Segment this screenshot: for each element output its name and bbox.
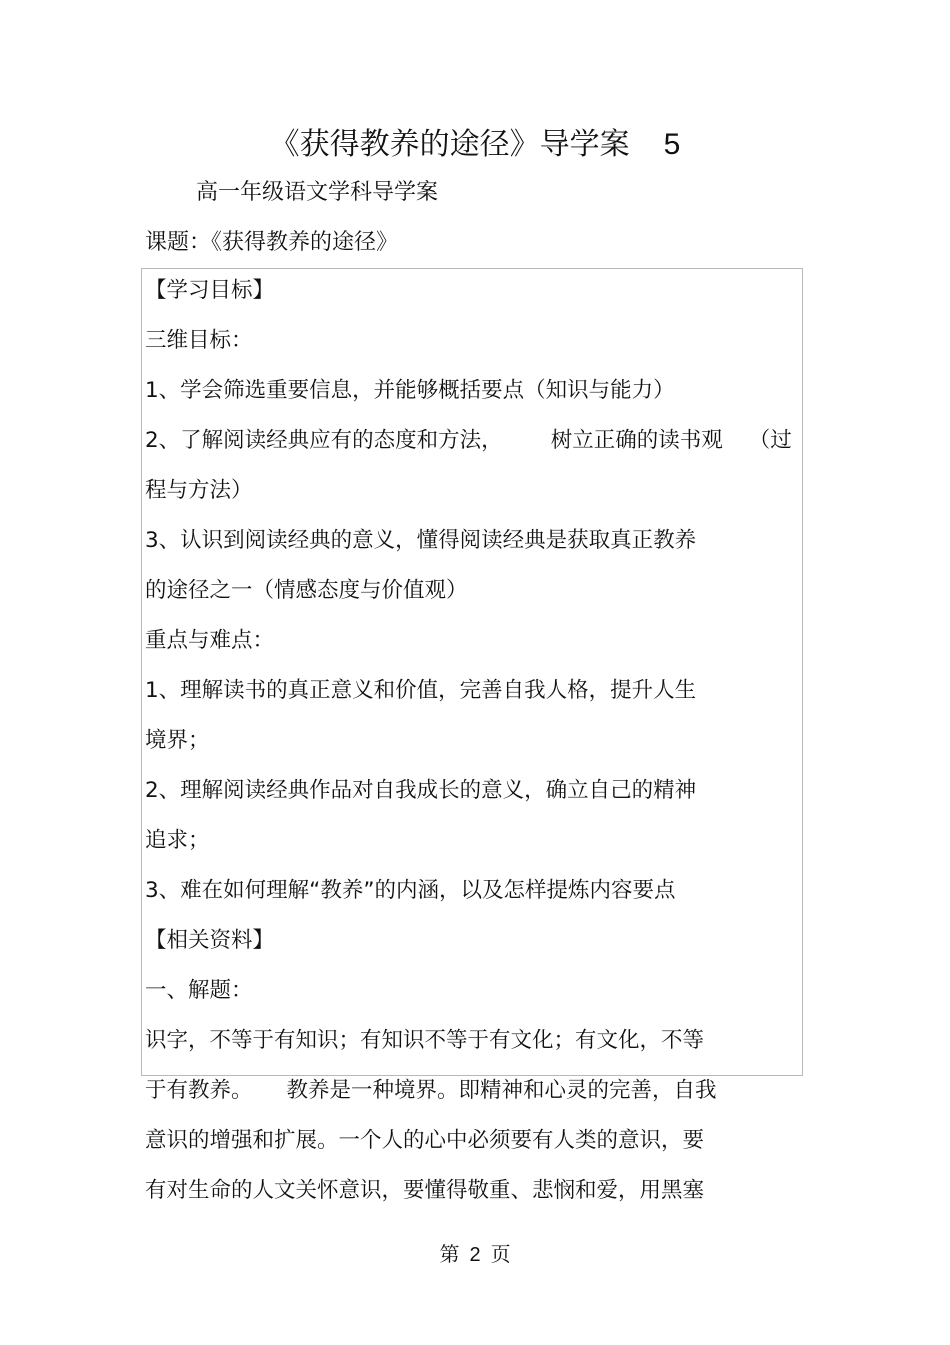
goal-3-continued: 的途径之一（情感态度与价值观） [145, 578, 468, 603]
key-points-heading: 重点与难点： [145, 628, 275, 653]
key-point-1-continued: 境界； [145, 728, 210, 753]
three-dim-heading: 三维目标： [145, 328, 253, 353]
page-footer [0, 1232, 950, 1277]
jieti-heading: 一、解题： [145, 978, 253, 1003]
goal-3: 3、认识到阅读经典的意义，懂得阅读经典是获取真正教养 [145, 528, 697, 553]
goal-1: 1、学会筛选重要信息，并能够概括要点（知识与能力） [145, 378, 675, 403]
key-point-2-continued: 追求； [145, 828, 210, 853]
key-point-1: 1、理解读书的真正意义和价值，完善自我人格，提升人生 [145, 678, 697, 703]
paragraph-line-3: 意识的增强和扩展。一个人的心中必须要有人类的意识，要 [145, 1128, 705, 1153]
topic-line: 课题：《获得教养的途径》 [145, 230, 399, 255]
goal-2-part-a: 2、了解阅读经典应有的态度和方法， [145, 428, 503, 453]
goal-2-continued: 程与方法） [145, 478, 253, 503]
title-text: 《获得教养的途径》导学案 [269, 127, 630, 162]
subtitle: 高一年级语文学科导学案 [196, 180, 439, 205]
footer-suffix: 页 [490, 1242, 511, 1266]
key-point-3: 3、难在如何理解“教养”的内涵，以及怎样提炼内容要点 [145, 878, 676, 903]
paragraph-line-2-part-b: 教养是一种境界。即精神和心灵的完善，自我 [286, 1078, 717, 1103]
goal-2-part-b: 树立正确的读书观 [550, 428, 723, 453]
title-number: 5 [663, 128, 681, 161]
paragraph-line-2 [145, 1068, 717, 1114]
paragraph-line-4: 有对生命的人文关怀意识，要懂得敬重、悲悯和爱，用黑塞 [145, 1178, 705, 1203]
key-point-2: 2、理解阅读经典作品对自我成长的意义，确立自己的精神 [145, 778, 697, 803]
page-number: 2 [469, 1244, 481, 1266]
footer-prefix: 第 [439, 1242, 460, 1266]
document-title [0, 120, 950, 170]
paragraph-line-1: 识字，不等于有知识；有知识不等于有文化；有文化，不等 [145, 1028, 705, 1053]
goal-2 [145, 418, 792, 464]
section-materials-heading: 【相关资料】 [145, 928, 275, 953]
goal-2-part-c: （过 [748, 428, 792, 453]
paragraph-line-2-part-a: 于有教养。 [145, 1078, 253, 1103]
section-goals-heading: 【学习目标】 [145, 278, 275, 303]
